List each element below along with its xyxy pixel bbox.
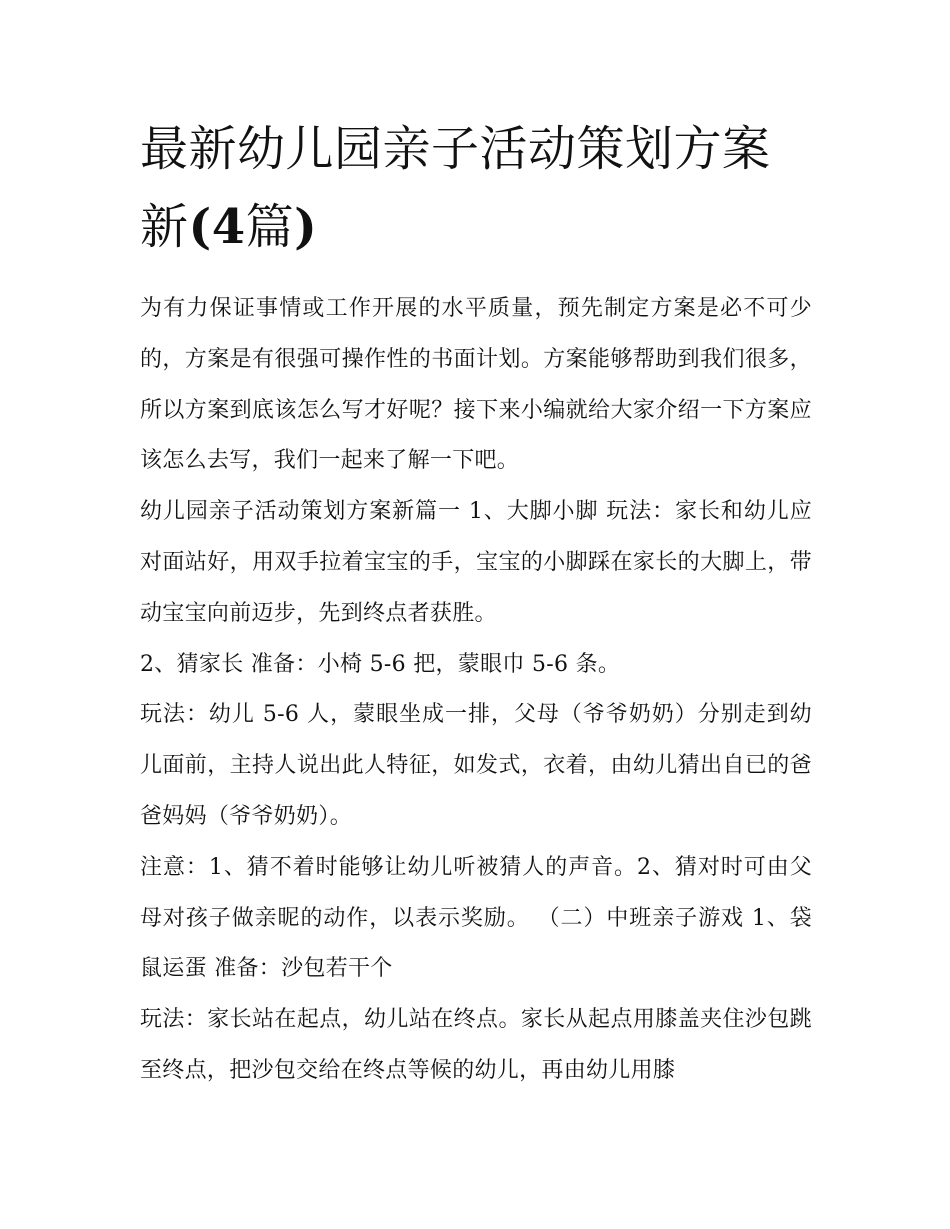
paragraph-big-foot-small-foot: 幼儿园亲子活动策划方案新篇一 1、大脚小脚 玩法：家长和幼儿应对面站好，用双手拉着宝宝的手，宝宝的小脚踩在家长的大脚上，带动宝宝向前迈步，先到终点者获胜。 bbox=[140, 499, 812, 626]
paragraph-notes: 注意：1、猜不着时能够让幼儿听被猜人的声音。2、猜对时可由父母对孩子做亲昵的动作，以表示奖励。 （二）中班亲子游戏 1、袋鼠运蛋 准备：沙包若干个 bbox=[140, 854, 812, 982]
document-body bbox=[140, 284, 812, 1097]
document-title: 最新幼儿园亲子活动策划方案 新(4篇) bbox=[140, 121, 771, 255]
paragraph-kangaroo-rules: 玩法：家长站在起点，幼儿站在终点。家长从起点用膝盖夹住沙包跳至终点，把沙包交给在终点等候的幼儿，再由幼儿用膝 bbox=[140, 1007, 812, 1083]
paragraph-intro: 为有力保证事情或工作开展的水平质量，预先制定方案是必不可少的，方案是有很强可操作性的书面计划。方案能够帮助到我们很多，所以方案到底该怎么写才好呢？接下来小编就给大家介绍一下方案应该怎么去写，我们一起来了解一下吧。 bbox=[140, 296, 812, 474]
document-page bbox=[140, 110, 812, 1097]
paragraph-guess-parent-prep: 2、猜家长 准备：小椅 5-6 把，蒙眼巾 5-6 条。 bbox=[140, 651, 621, 677]
paragraph-guess-parent-rules: 玩法：幼儿 5-6 人，蒙眼坐成一排，父母（爷爷奶奶）分别走到幼儿面前，主持人说出此人特征，如发式，衣着，由幼儿猜出自已的爸爸妈妈（爷爷奶奶）。 bbox=[140, 702, 812, 829]
